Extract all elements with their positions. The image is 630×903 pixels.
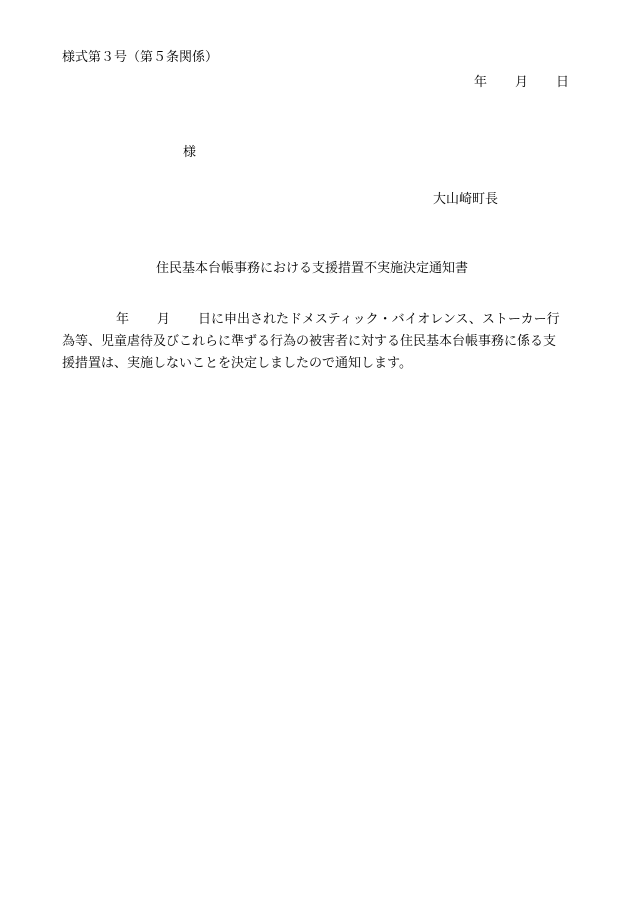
- body-year-label: 年: [116, 312, 130, 327]
- body-line-3: 援措置は、実施しないことを決定しましたので通知します。: [62, 356, 412, 371]
- date-year-label: 年: [474, 75, 488, 90]
- form-number: 様式第３号（第５条関係）: [62, 50, 219, 65]
- notice-body: [62, 309, 578, 375]
- body-line-2: 為等、児童虐待及びこれらに準ずる行為の被害者に対する住民基本台帳事務に係る支: [62, 334, 557, 349]
- body-line-1: [62, 309, 578, 331]
- date-line: [474, 75, 569, 91]
- body-line-1-text: 日に申出されたドメスティック・バイオレンス、ストーカー行: [198, 312, 560, 327]
- body-month-label: 月: [157, 312, 171, 327]
- document-title: 住民基本台帳事務における支援措置不実施決定通知書: [156, 261, 469, 276]
- date-month-label: 月: [515, 75, 529, 90]
- date-day-label: 日: [556, 75, 570, 90]
- issuer-name: 大山崎町長: [433, 192, 499, 207]
- recipient-honorific: 様: [183, 145, 197, 160]
